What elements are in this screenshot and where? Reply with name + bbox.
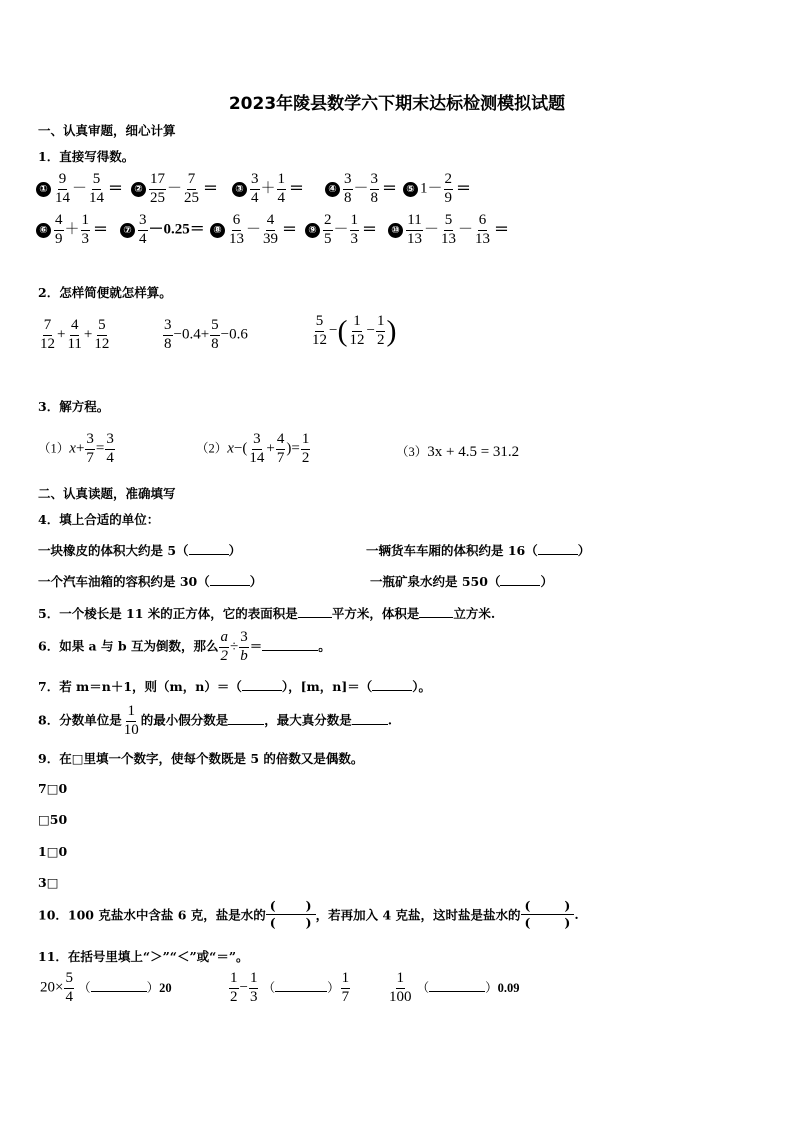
q1-item-10: ⑩ $\frac{11}{13}$ － $\frac{5}{13}$ － $\frac{6}{13}$ ＝ xyxy=(388,213,511,248)
fraction: $\frac{11}{13}$ xyxy=(407,212,422,247)
fraction: $\frac{9}{14}$ xyxy=(55,171,70,206)
answer-blank[interactable] xyxy=(210,585,250,586)
answer-blank[interactable] xyxy=(298,617,332,618)
q2-label: 2．怎样简便就怎样算。 xyxy=(38,285,172,300)
fraction: $\frac{3}{8}$ xyxy=(370,171,379,206)
q11-compare-3: $\frac{1}{100}$ （ ）0.09 xyxy=(389,970,520,1005)
q5: 5．一个棱长是 11 米的正方体，它的表面积是 平方米，体积是 立方米. xyxy=(38,606,496,621)
q4-item-3: 一个汽车油箱的容积约是 30（ ） xyxy=(38,574,263,589)
fraction: $\frac{3}{4}$ xyxy=(139,212,147,247)
q3-equation-2: （2）x−( $\frac{3}{14}$ + $\frac{4}{7}$ )= $\frac{1}{2}$ xyxy=(196,431,310,466)
q4-item-1: 一块橡皮的体积大约是 5（ ） xyxy=(38,543,242,558)
q1-item-3: ③ $\frac{3}{4}$ ＋ $\frac{1}{4}$ ＝ xyxy=(232,172,306,207)
q1-item-7: ⑦ $\frac{3}{4}$ －0.25＝ xyxy=(120,213,205,248)
q3-label: 3．解方程。 xyxy=(38,399,110,414)
answer-blank[interactable] xyxy=(429,991,485,992)
q10: 10．100 克盐水中含盐 6 克，盐是水的 ( ) ( ) ，若再加入 4 克盐，这时盐是盐水的 ( ) ( ) . xyxy=(38,898,579,930)
fraction: $\frac{7}{25}$ xyxy=(184,171,200,206)
answer-blank[interactable] xyxy=(419,617,453,618)
q6: 6．如果 a 与 b 互为倒数，那么 $\frac{a}{2}$ ÷ $\frac{3}{b}$ ＝ 。 xyxy=(38,629,331,664)
answer-blank[interactable] xyxy=(500,585,540,586)
q4-item-2: 一辆货车车厢的体积约是 16（ ） xyxy=(366,543,591,558)
item-number: ⑩ xyxy=(388,223,403,238)
item-number: ⑧ xyxy=(210,223,225,238)
q9-item-3: 1□0 xyxy=(38,844,68,859)
blank-fraction[interactable]: ( ) ( ) xyxy=(266,899,316,930)
answer-blank[interactable] xyxy=(372,690,412,691)
item-number: ⑤ xyxy=(403,182,418,197)
q4-item-4: 一瓶矿泉水约是 550（ ） xyxy=(370,574,553,589)
q11-compare-2: $\frac{1}{2}$ − $\frac{1}{3}$ （ ） $\frac{1}{7}$ xyxy=(230,970,350,1005)
q4-label: 4．填上合适的单位： xyxy=(38,512,160,527)
fraction: $\frac{5}{14}$ xyxy=(89,171,105,206)
item-number: ⑨ xyxy=(305,223,320,238)
blank-fraction[interactable]: ( ) ( ) xyxy=(521,899,575,930)
q1-item-9: ⑨ $\frac{2}{5}$ － $\frac{1}{3}$ ＝ xyxy=(305,213,379,248)
q9-item-4: 3□ xyxy=(38,875,59,890)
q2-expression-3: $\frac{5}{12}$ −( $\frac{1}{12}$ − $\frac{1}{2}$ ) xyxy=(312,313,397,348)
section-2-heading: 二、认真读题，准确填写 xyxy=(38,486,176,501)
item-number: ① xyxy=(36,182,51,197)
fraction: $\frac{4}{39}$ xyxy=(263,212,279,247)
item-number: ③ xyxy=(232,182,247,197)
q11-compare-1: 20× $\frac{5}{4}$ （ ）20 xyxy=(40,970,172,1005)
q1-label: 1．直接写得数。 xyxy=(38,149,135,164)
item-number: ② xyxy=(131,182,146,197)
answer-blank[interactable] xyxy=(352,724,388,725)
answer-blank[interactable] xyxy=(275,991,327,992)
answer-blank[interactable] xyxy=(242,690,282,691)
fraction: $\frac{2}{9}$ xyxy=(444,171,453,206)
fraction: $\frac{1}{3}$ xyxy=(350,212,359,247)
fraction: $\frac{4}{9}$ xyxy=(55,212,63,247)
q2-expression-1: $\frac{7}{12}$ + $\frac{4}{11}$ + $\frac{5}{12}$ xyxy=(40,317,110,352)
fraction: $\frac{3}{4}$ xyxy=(251,171,259,206)
q1-item-4: ④ $\frac{3}{8}$ － $\frac{3}{8}$ ＝ xyxy=(325,172,399,207)
q1-item-2: ② $\frac{17}{25}$ － $\frac{7}{25}$ ＝ xyxy=(131,172,220,207)
item-number: ⑥ xyxy=(36,223,51,238)
q11-label: 11．在括号里填上“＞”“＜”或“＝”。 xyxy=(38,949,249,964)
fraction: $\frac{1}{3}$ xyxy=(81,212,90,247)
fraction: $\frac{6}{13}$ xyxy=(475,212,491,247)
page-title: 2023年陵县数学六下期末达标检测模拟试题 xyxy=(228,94,566,114)
q1-item-8: ⑧ $\frac{6}{13}$ － $\frac{4}{39}$ ＝ xyxy=(210,213,299,248)
answer-blank[interactable] xyxy=(262,650,318,651)
fraction: $\frac{1}{4}$ xyxy=(277,171,286,206)
q1-item-1: ① $\frac{9}{14}$ － $\frac{5}{14}$ ＝ xyxy=(36,172,125,207)
q9-label: 9．在□里填一个数字，使每个数既是 5 的倍数又是偶数。 xyxy=(38,751,364,766)
q9-item-2: □50 xyxy=(38,812,68,827)
q1-item-5: ⑤ 1－ $\frac{2}{9}$ ＝ xyxy=(403,172,473,207)
answer-blank[interactable] xyxy=(91,991,147,992)
answer-blank[interactable] xyxy=(538,554,578,555)
fraction: $\frac{2}{5}$ xyxy=(324,212,332,247)
fraction: $\frac{17}{25}$ xyxy=(150,171,165,206)
item-number: ⑦ xyxy=(120,223,135,238)
q1-item-6: ⑥ $\frac{4}{9}$ ＋ $\frac{1}{3}$ ＝ xyxy=(36,213,110,248)
answer-blank[interactable] xyxy=(228,724,264,725)
item-number: ④ xyxy=(325,182,340,197)
q7: 7．若 m＝n＋1，则（m，n）＝（ ），[m，n]＝（ ）。 xyxy=(38,679,432,694)
q2-expression-2: $\frac{3}{8}$ −0.4+ $\frac{5}{8}$ −0.6 xyxy=(164,317,248,352)
fraction: $\frac{6}{13}$ xyxy=(229,212,244,247)
fraction: $\frac{3}{8}$ xyxy=(344,171,352,206)
section-1-heading: 一、认真审题，细心计算 xyxy=(38,123,176,138)
fraction: $\frac{5}{13}$ xyxy=(441,212,457,247)
answer-blank[interactable] xyxy=(189,554,229,555)
q3-equation-1: （1）x+ $\frac{3}{7}$ = $\frac{3}{4}$ xyxy=(38,431,114,466)
q9-item-1: 7□0 xyxy=(38,781,68,796)
q8: 8．分数单位是 $\frac{1}{10}$ 的最小假分数是 ，最大真分数是 . xyxy=(38,703,393,738)
q3-equation-3: （3）3x + 4.5 = 31.2 xyxy=(396,444,520,460)
